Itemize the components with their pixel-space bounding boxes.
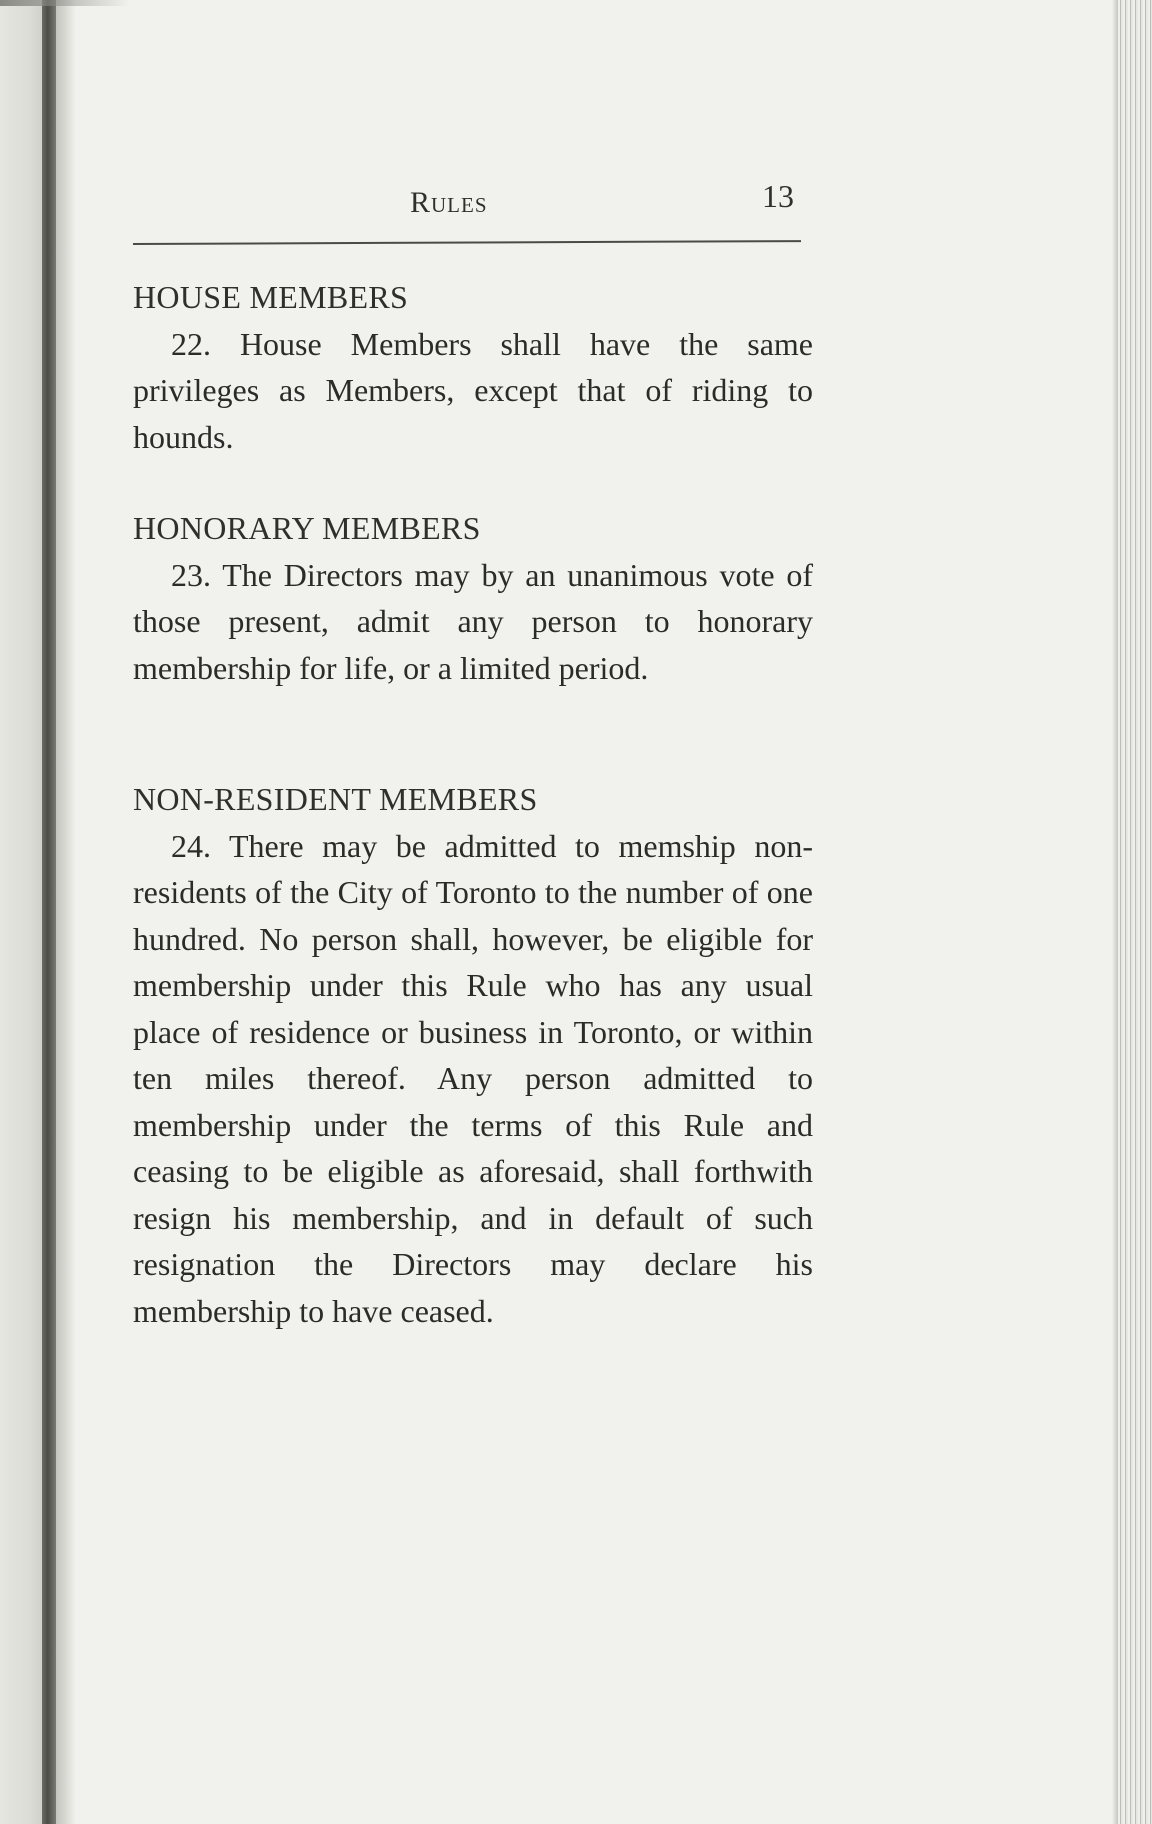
section-heading: NON-RESIDENT MEMBERS [133, 781, 538, 817]
section-heading: HOUSE MEMBERS [133, 279, 409, 315]
section-house-members [133, 274, 813, 460]
section-honorary-members [133, 505, 813, 691]
rule-paragraph: 22. House Members shall have the same privileges as Members, except that of riding to hounds. [133, 325, 813, 455]
section-non-resident-members [133, 776, 813, 1334]
page-number: 13 [762, 178, 794, 214]
rule-paragraph: 24. There may be admitted to memship non-residents of the City of Toronto to the number of one hundred. No person shall, however, be eligible for membership under this Rule who has any usual place of residence or business in Toronto, or within ten miles thereof. Any person admitted to membership under the terms of this Rule and ceasing to be eligible as aforesaid, shall forthwith resign his membership, and in default of such resignation the Directors may declare his membership to have ceased. [133, 827, 813, 1329]
running-head: Rules [410, 186, 488, 219]
header-rule [133, 240, 801, 245]
rule-paragraph: 23. The Directors may by an unanimous vote of those present, admit any person to honorary membership for life, or a limited period. [133, 556, 813, 686]
section-heading: HONORARY MEMBERS [133, 510, 481, 546]
